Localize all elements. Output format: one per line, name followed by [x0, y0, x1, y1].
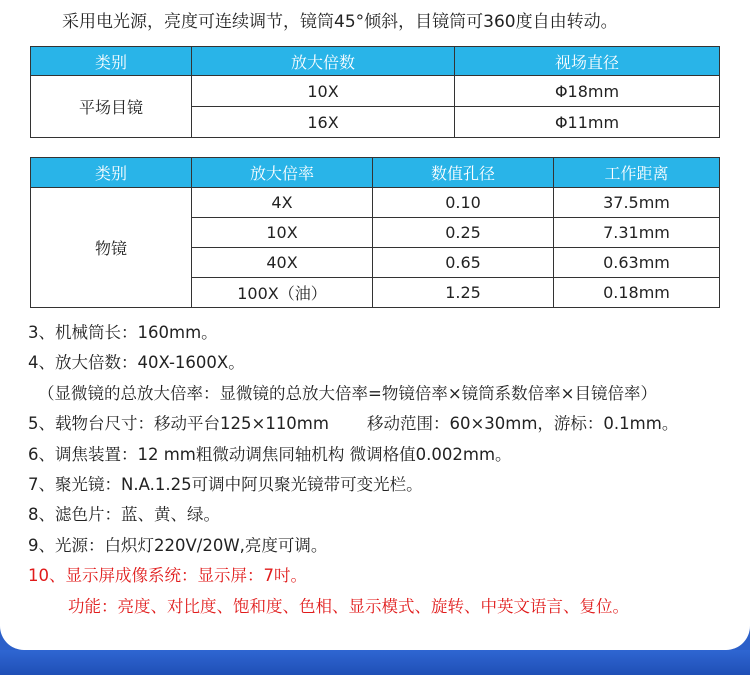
- eyepiece-table: [30, 46, 720, 138]
- spec-item-tube-length: 3、机械筒长：160mm。: [28, 323, 218, 342]
- table-cell: 40X: [192, 248, 373, 278]
- eyepiece-header-row: [31, 47, 720, 76]
- intro-text: 采用电光源，亮度可连续调节，镜筒45°倾斜，目镜筒可360度自由转动。: [62, 12, 618, 32]
- spec-item-display-functions: 功能：亮度、对比度、饱和度、色相、显示模式、旋转、中英文语言、复位。: [68, 596, 629, 616]
- objective-header-working-distance: 工作距离: [554, 158, 720, 188]
- spec-item-condenser: 7、聚光镜：N.A.1.25可调中阿贝聚光镜带可变光栏。: [28, 474, 423, 494]
- table-cell: 1.25: [373, 278, 554, 308]
- objective-header-row: [31, 158, 720, 188]
- table-row: [31, 188, 720, 218]
- eyepiece-header-magnification: 放大倍数: [192, 47, 455, 76]
- table-cell: Φ11mm: [455, 107, 720, 138]
- spec-item-focus: 6、调焦装置：12 mm粗微动调焦同轴机构 微调格值0.002mm。: [28, 444, 512, 464]
- spec-item-stage: [28, 409, 743, 439]
- eyepiece-header-field-diameter: 视场直径: [455, 47, 720, 76]
- table-cell: 0.25: [373, 218, 554, 248]
- table-cell: 4X: [192, 188, 373, 218]
- table-cell: 0.65: [373, 248, 554, 278]
- bottom-band: [0, 650, 750, 675]
- table-cell: 7.31mm: [554, 218, 720, 248]
- objective-category-cell: 物镜: [31, 188, 192, 308]
- objective-header-aperture: 数值孔径: [373, 158, 554, 188]
- table-cell: 0.10: [373, 188, 554, 218]
- spec-list: [28, 318, 743, 622]
- objective-header-magnification: 放大倍率: [192, 158, 373, 188]
- table-cell: 0.18mm: [554, 278, 720, 308]
- objective-header-category: 类别: [31, 158, 192, 188]
- table-cell: Φ18mm: [455, 76, 720, 107]
- table-cell: 0.63mm: [554, 248, 720, 278]
- spec-item-stage-size: 5、载物台尺寸：移动平台125×110mm: [28, 414, 329, 434]
- table-cell: 37.5mm: [554, 188, 720, 218]
- table-cell: 100X（油）: [192, 278, 373, 308]
- spec-item-magnification-note: （显微镜的总放大倍率：显微镜的总放大倍率=物镜倍率×镜筒系数倍率×目镜倍率）: [38, 383, 657, 403]
- eyepiece-category-cell: 平场目镜: [31, 76, 192, 138]
- eyepiece-header-category: 类别: [31, 47, 192, 76]
- spec-item-magnification: 4、放大倍数：40X-1600X。: [28, 353, 245, 373]
- objective-table: [30, 157, 720, 308]
- table-cell: 16X: [192, 107, 455, 138]
- spec-item-stage-range: 移动范围：60×30mm，游标：0.1mm。: [366, 414, 679, 434]
- spec-item-light-source: 9、光源：白炽灯220V/20W,亮度可调。: [28, 535, 328, 555]
- spec-item-display: 10、显示屏成像系统：显示屏：7吋。: [28, 566, 307, 586]
- table-row: [31, 76, 720, 107]
- table-cell: 10X: [192, 218, 373, 248]
- spec-item-filters: 8、滤色片：蓝、黄、绿。: [28, 505, 220, 525]
- table-cell: 10X: [192, 76, 455, 107]
